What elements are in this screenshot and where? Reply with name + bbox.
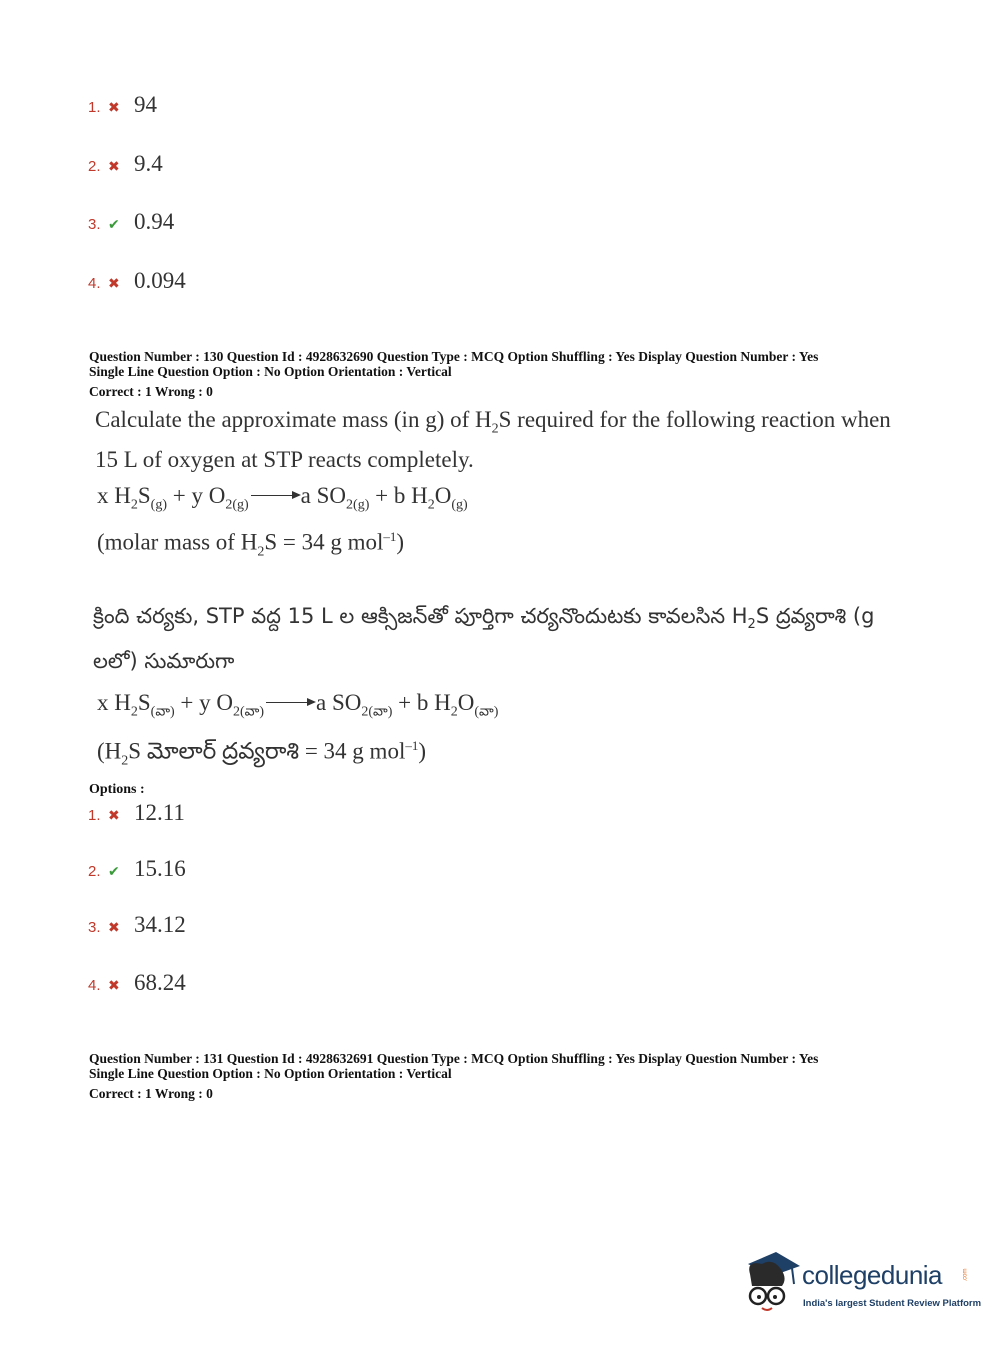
option-number: 3.: [88, 216, 101, 233]
question-meta: [89, 1051, 818, 1101]
check-icon: ✔: [108, 217, 120, 233]
logo-tagline: India's largest Student Review Platform: [803, 1298, 982, 1309]
state-label: (వా): [240, 704, 265, 720]
meta-line: Correct : 1 Wrong : 0: [89, 384, 213, 399]
option-number: 2.: [88, 863, 101, 880]
option-value: 12.11: [134, 800, 185, 825]
question-text-telugu: క్రింది చర్యకు, STP వద్ద 15 L ల ఆక్సిజన్‌తో పూర్తిగా చర్యనొందుటకు కావలసిన $H_2S$ ద్రవ్యరాశి (g లలో) సుమారుగా: [93, 604, 875, 674]
option-2: [88, 856, 186, 890]
meta-line: Correct : 1 Wrong : 0: [89, 1086, 213, 1101]
reaction-equation-telugu: x $H_2S_{(వా)} + y$ $O_{2(వా)}$ a $SO_{2(వా)} + b$ $H_2O_{(వా)}$: [97, 690, 499, 720]
option-value: 94: [134, 92, 157, 117]
option-number: 3.: [88, 919, 101, 936]
option-value: 34.12: [134, 912, 186, 937]
reaction-equation-english: x $H_2S_{(g)} + y$ $O_{2(g)}$ a $SO_{2(g)} + b$ $H_2O_{(g)}$: [97, 483, 468, 513]
meta-line: Single Line Question Option : No Option Orientation : Vertical: [89, 1066, 452, 1081]
arrow-icon: [266, 702, 314, 703]
molar-text: (H: [97, 738, 122, 764]
prev-option-3: [88, 209, 174, 243]
option-value: 68.24: [134, 970, 186, 995]
cross-icon: ✖: [108, 159, 120, 175]
option-number: 1.: [88, 99, 101, 116]
question-text-part: S ద్రవ్యరాశి (g లలో) సుమారుగా: [93, 604, 875, 674]
option-number: 1.: [88, 807, 101, 824]
question-text-part: Calculate the approximate mass (in g) of H: [95, 407, 492, 432]
cross-icon: ✖: [108, 100, 120, 116]
option-number: 4.: [88, 275, 101, 292]
option-value: 0.94: [134, 209, 175, 234]
option-number: 2.: [88, 158, 101, 175]
question-text-part: S required for the following reaction when 15 L of oxygen at STP reacts completely.: [95, 407, 891, 472]
cross-icon: ✖: [108, 808, 120, 824]
prev-option-4: [88, 268, 186, 302]
molar-mass-telugu: ($H_2S$ మోలార్ ద్రవ్యరాశి = 34 g mol$^{-1}$): [97, 738, 427, 769]
state-label: (వా): [150, 704, 175, 720]
cross-icon: ✖: [108, 920, 120, 936]
question-meta: [89, 349, 818, 399]
prev-option-1: [88, 92, 157, 126]
option-1: [88, 800, 185, 834]
option-4: [88, 970, 186, 1004]
check-icon: ✔: [108, 864, 120, 880]
arrow-icon: [251, 495, 299, 496]
option-value: 15.16: [134, 856, 186, 881]
cross-icon: ✖: [108, 978, 120, 994]
prev-option-2: [88, 151, 163, 185]
question-text-part: క్రింది చర్యకు, STP వద్ద 15 L ల ఆక్సిజన్‌తో పూర్తిగా చర్యనొందుటకు కావలసిన H: [93, 604, 748, 628]
option-value: 0.094: [134, 268, 186, 293]
option-value: 9.4: [134, 151, 163, 176]
collegedunia-logo: [742, 1250, 982, 1316]
logo-suffix: .com: [962, 1268, 969, 1282]
option-3: [88, 912, 186, 946]
options-label: Options :: [89, 782, 145, 797]
logo-name: collegedunia: [802, 1260, 943, 1290]
molar-text: (molar mass of H: [97, 529, 258, 555]
molar-mass-english: (molar mass of $H_2S = 34$ g mol$^{-1}$): [97, 529, 405, 560]
state-label: (వా): [474, 704, 499, 720]
molar-text: S మోలార్ ద్రవ్యరాశి = 34 g mol: [128, 738, 406, 764]
meta-line: Question Number : 130 Question Id : 4928632690 Question Type : MCQ Option Shuffling : Yes Display Question Number : Yes: [89, 349, 819, 364]
state-label: (వా): [368, 704, 393, 720]
mascot-icon: [742, 1250, 800, 1316]
meta-line: Single Line Question Option : No Option Orientation : Vertical: [89, 364, 452, 379]
option-number: 4.: [88, 977, 101, 994]
meta-line: Question Number : 131 Question Id : 4928632691 Question Type : MCQ Option Shuffling : Yes Display Question Number : Yes: [89, 1051, 819, 1066]
cross-icon: ✖: [108, 276, 120, 292]
molar-text: S = 34 g mol: [264, 529, 384, 555]
question-text-english: Calculate the approximate mass (in g) of $H_2S$ required for the following reaction when 15 L of oxygen at STP reacts completely.: [95, 407, 891, 472]
